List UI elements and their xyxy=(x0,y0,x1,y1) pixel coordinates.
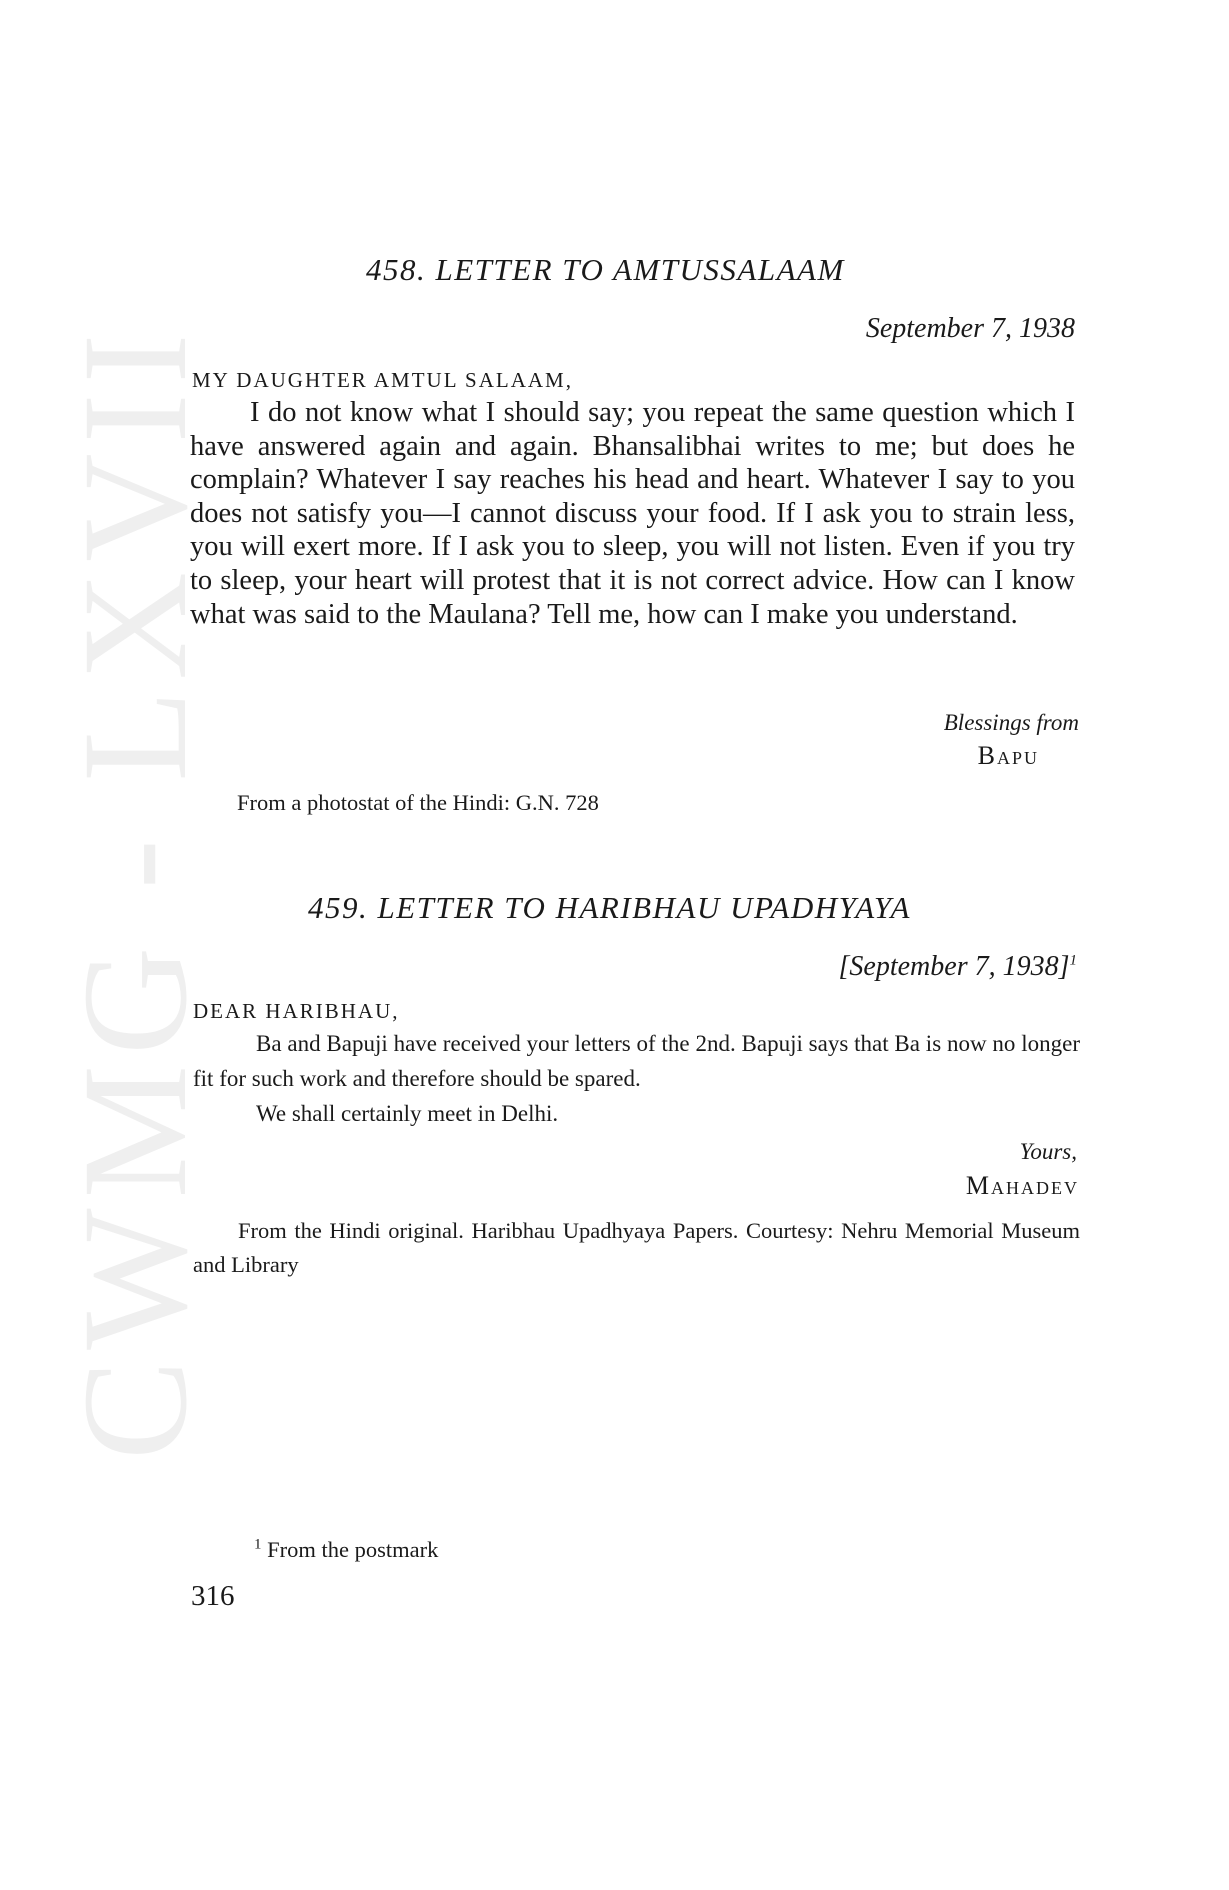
letter-459-paragraph: Ba and Bapuji have received your letters of the 2nd. Bapuji says that Ba is now no longer fit for such work and therefore should be spared. xyxy=(193,1031,1080,1091)
page-number: 316 xyxy=(191,1580,235,1612)
watermark: CWMG - LXVII xyxy=(52,323,218,1460)
letter-458-signature: Bapu xyxy=(977,741,1039,770)
letter-458-body xyxy=(190,396,1075,631)
letter-459-salutation: DEAR HARIBHAU, xyxy=(193,999,400,1023)
letter-458-source: From a photostat of the Hindi: G.N. 728 xyxy=(237,790,599,815)
footnote-mark: 1 xyxy=(254,1536,262,1553)
letter-458-closing: Blessings from xyxy=(943,710,1079,735)
letter-459-body xyxy=(193,1026,1080,1131)
footnote xyxy=(254,1537,438,1563)
letter-459-source-text: From the Hindi original. Haribhau Upadhyaya Papers. Courtesy: Nehru Memorial Museum and Library xyxy=(193,1218,1080,1277)
letter-458-salutation: MY DAUGHTER AMTUL SALAAM, xyxy=(192,368,573,392)
letter-459-date-text: [September 7, 1938] xyxy=(838,951,1070,982)
letter-459-signature: Mahadev xyxy=(965,1171,1079,1200)
letter-458-title: 458. LETTER TO AMTUSSALAAM xyxy=(366,252,845,287)
letter-459-source xyxy=(193,1214,1080,1281)
footnote-reference: 1 xyxy=(1069,952,1077,969)
letter-459-title: 459. LETTER TO HARIBHAU UPADHYAYA xyxy=(308,890,911,925)
letter-459-closing: Yours, xyxy=(1019,1139,1077,1164)
letter-459-date xyxy=(839,951,1077,983)
footnote-text: From the postmark xyxy=(267,1537,439,1562)
letter-459-paragraph: We shall certainly meet in Delhi. xyxy=(256,1101,559,1126)
letter-458-date: September 7, 1938 xyxy=(865,313,1075,344)
letter-458-paragraph: I do not know what I should say; you repeat the same question which I have answered again and again. Bhansalibhai writes to me; but does he complain? Whatever I say reaches his head and heart. Whatever I say to you does not satisfy you—I cannot discuss your food. If I ask you to strain less, you will exert more. If I ask you to sleep, you will not listen. Even if you try to sleep, your heart will protest that it is not correct advice. How can I know what was said to the Maulana? Tell me, how can I make you understand. xyxy=(190,397,1075,630)
